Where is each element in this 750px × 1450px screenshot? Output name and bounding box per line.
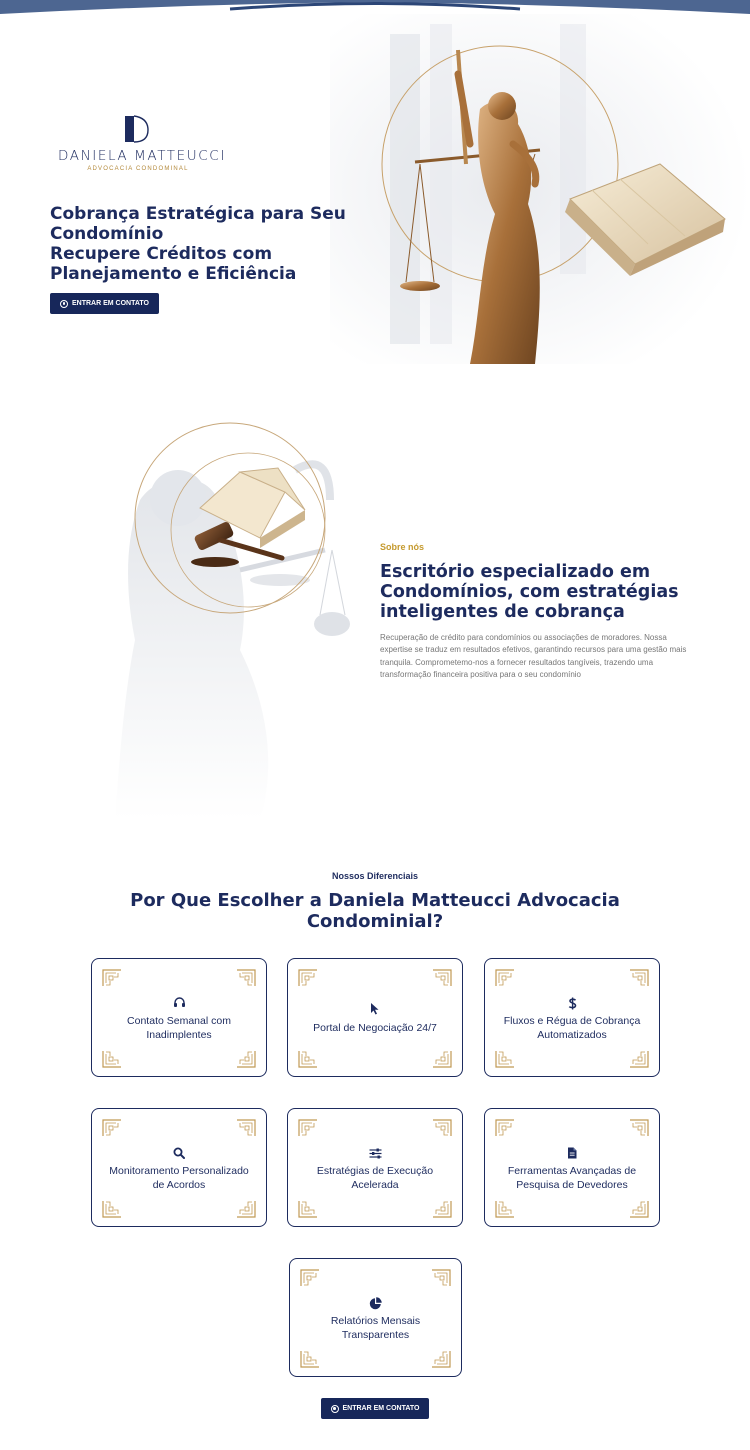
feature-card-agreement-monitoring [91, 1108, 267, 1227]
corner-ornament-icon [300, 1350, 320, 1368]
corner-ornament-icon [298, 1119, 318, 1137]
corner-ornament-icon [300, 1269, 320, 1287]
feature-card-label-line: Transparentes [341, 1328, 410, 1341]
corner-ornament-icon [495, 1119, 515, 1137]
feature-card-label [493, 1015, 651, 1042]
headset-icon [173, 997, 186, 1009]
corner-ornament-icon [236, 1200, 256, 1218]
feature-card-label-line: Fluxos e Régua de Cobrança [503, 1015, 641, 1027]
corner-ornament-icon [629, 1050, 649, 1068]
feature-card-label-line: de Acordos [152, 1178, 206, 1191]
hero-section [0, 14, 750, 364]
corner-ornament-icon [298, 1050, 318, 1068]
feature-card-label [100, 1165, 258, 1192]
corner-ornament-icon [495, 1200, 515, 1218]
corner-ornament-icon [298, 1200, 318, 1218]
about-eyebrow: Sobre nós [380, 542, 425, 552]
hero-contact-button[interactable] [50, 293, 159, 314]
whatsapp-icon [331, 1405, 339, 1413]
corner-ornament-icon [629, 1119, 649, 1137]
feature-card-accelerated-execution [287, 1108, 463, 1227]
top-banner-bar [0, 0, 750, 14]
feature-card-label-line: Inadimplentes [146, 1028, 212, 1041]
corner-ornament-icon [432, 1050, 452, 1068]
hero-title-line: Planejamento e Eficiência [50, 264, 297, 284]
footer-contact-button-label: ENTRAR EM CONTATO [342, 1405, 420, 1412]
about-title-line: Escritório especializado em [380, 562, 651, 582]
feature-card-label-line: Portal de Negociação 24/7 [313, 1022, 437, 1034]
feature-card-label [298, 1315, 453, 1342]
corner-ornament-icon [432, 1200, 452, 1218]
corner-ornament-icon [102, 1119, 122, 1137]
feature-card-monthly-reports [289, 1258, 462, 1377]
differentials-title-line: Condominial? [306, 911, 444, 932]
corner-ornament-icon [236, 1119, 256, 1137]
corner-ornament-icon [495, 969, 515, 987]
feature-card-label-line: Automatizados [537, 1028, 607, 1041]
feature-card-label-line: Estratégias de Execução [316, 1165, 434, 1177]
differentials-eyebrow: Nossos Diferenciais [331, 871, 419, 881]
differentials-title-line: Por Que Escolher a Daniela Matteucci Advocacia [130, 890, 620, 911]
brand-logo[interactable] [58, 114, 226, 186]
feature-card-weekly-contact [91, 958, 267, 1077]
feature-card-label-line: Pesquisa de Devedores [516, 1178, 628, 1191]
hero-title-line: Cobrança Estratégica para Seu [50, 204, 346, 224]
corner-ornament-icon [236, 1050, 256, 1068]
hero-title [50, 204, 350, 284]
feature-card-label-line: Ferramentas Avançadas de [507, 1165, 637, 1177]
footer-contact-button[interactable] [321, 1398, 429, 1419]
corner-ornament-icon [102, 1050, 122, 1068]
corner-ornament-icon [102, 969, 122, 987]
feature-card-automated-flows [484, 958, 660, 1077]
about-title-line: Condomínios, com estratégias [380, 582, 679, 602]
about-description: Recuperação de crédito para condomínios ou associações de moradores. Nossa expertise se traduz em resultados efetivos, garantindo recursos para uma gestão mais tranquila. Comprometemo-nos a fornecer resultados tangíveis, trazendo uma transformação financeira positiva para o seu condomínio [380, 633, 687, 679]
logo-mark-icon [122, 114, 150, 144]
corner-ornament-icon [495, 1050, 515, 1068]
about-title-line: inteligentes de cobrança [380, 602, 625, 622]
feature-card-debtor-search-tools [484, 1108, 660, 1227]
hero-contact-button-label: ENTRAR EM CONTATO [72, 300, 149, 307]
corner-ornament-icon [298, 969, 318, 987]
corner-ornament-icon [431, 1350, 451, 1368]
logo-name: DANIELA MATTEUCCI [58, 148, 226, 164]
feature-card-label [493, 1165, 651, 1192]
cursor-icon [370, 1002, 380, 1015]
whatsapp-icon [60, 300, 68, 308]
corner-ornament-icon [432, 1119, 452, 1137]
pie-chart-icon [369, 1297, 382, 1310]
corner-ornament-icon [236, 969, 256, 987]
feature-card-label [296, 1022, 454, 1036]
hero-title-line: Condomínio [50, 224, 164, 244]
feature-card-label-line: Acelerada [351, 1178, 399, 1191]
feature-card-label-line: Monitoramento Personalizado [109, 1165, 249, 1177]
corner-ornament-icon [629, 969, 649, 987]
differentials-title [125, 890, 625, 932]
lady-justice-image [330, 14, 750, 364]
corner-ornament-icon [102, 1200, 122, 1218]
search-icon [173, 1147, 185, 1159]
about-justice-image [100, 410, 370, 830]
hero-title-line: Recupere Créditos com [50, 244, 273, 264]
feature-card-negotiation-portal [287, 958, 463, 1077]
corner-ornament-icon [432, 969, 452, 987]
feature-card-label-line: Relatórios Mensais [330, 1315, 421, 1327]
corner-ornament-icon [431, 1269, 451, 1287]
about-title [380, 562, 710, 622]
document-icon [567, 1147, 577, 1159]
logo-subtitle: ADVOCACIA CONDOMINAL [87, 166, 189, 172]
sliders-icon [369, 1148, 382, 1159]
corner-ornament-icon [629, 1200, 649, 1218]
feature-card-label [100, 1015, 258, 1042]
feature-card-label [296, 1165, 454, 1192]
feature-card-label-line: Contato Semanal com [127, 1015, 231, 1027]
dollar-icon [568, 997, 577, 1010]
